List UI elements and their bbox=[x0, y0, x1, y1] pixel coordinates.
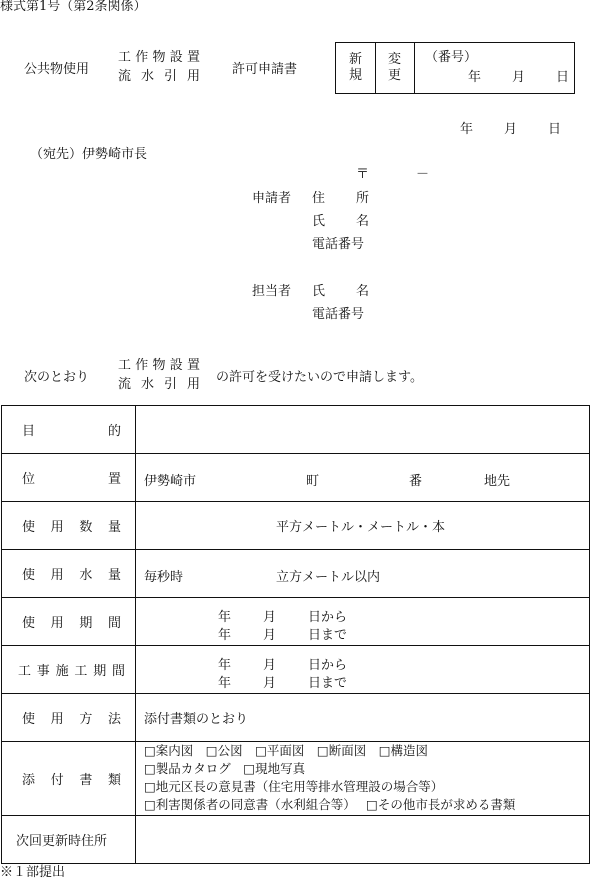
attachments-line-2[interactable]: □製品カタログ □現地写真 bbox=[144, 761, 306, 777]
location-ban: 番 bbox=[409, 473, 423, 489]
option-kousakubutsu: 工 作 物 設 置 bbox=[118, 50, 200, 65]
period-label: 使 用 期 間 bbox=[22, 616, 121, 631]
new-checkbox-label: 新 規 bbox=[349, 52, 363, 84]
receipt-month: 月 bbox=[512, 70, 526, 85]
table-row-period bbox=[2, 598, 590, 646]
construction-label: 工 事 施 工 期 間 bbox=[18, 664, 125, 679]
location-label: 位 置 bbox=[22, 472, 121, 487]
request-option-ryusui: 流 水 引 用 bbox=[118, 377, 200, 392]
divider bbox=[414, 42, 415, 94]
construction-field[interactable] bbox=[136, 646, 590, 694]
method-field[interactable] bbox=[136, 694, 590, 742]
construction-to-month: 月 bbox=[263, 675, 277, 691]
applicant-name-label: 氏 名 bbox=[312, 214, 369, 229]
purpose-label: 目 的 bbox=[22, 424, 121, 439]
period-to-day: 日まで bbox=[308, 627, 348, 643]
table-row-quantity bbox=[2, 502, 590, 550]
construction-from-year: 年 bbox=[218, 657, 232, 673]
period-from-month: 月 bbox=[263, 609, 277, 625]
request-prefix: 次のとおり bbox=[24, 370, 90, 385]
table-row-next-address bbox=[2, 815, 590, 863]
header-prefix: 公共物使用 bbox=[24, 62, 90, 77]
location-chisaki: 地先 bbox=[484, 473, 511, 489]
applicant-label: 申請者 bbox=[252, 191, 292, 206]
date-year: 年 bbox=[460, 122, 474, 137]
period-from-year: 年 bbox=[218, 609, 232, 625]
period-to-year: 年 bbox=[218, 627, 232, 643]
attachments-line-4[interactable]: □利害関係者の同意書（水利組合等） □その他市長が求める書類 bbox=[144, 797, 516, 813]
contact-name-label: 氏 名 bbox=[312, 284, 369, 299]
quantity-label: 使 用 数 量 bbox=[22, 520, 121, 535]
request-suffix: の許可を受けたいので申請します。 bbox=[216, 370, 423, 385]
date-month: 月 bbox=[504, 122, 518, 137]
attachments-label: 添 付 書 類 bbox=[22, 772, 121, 788]
water-per-sec: 毎秒時 bbox=[144, 569, 184, 585]
table-row-purpose bbox=[2, 406, 590, 454]
form-id: 様式第1号（第2条関係） bbox=[0, 0, 147, 14]
table-row-construction bbox=[2, 646, 590, 694]
postal-dash: － bbox=[416, 167, 430, 182]
postal-mark: 〒 bbox=[356, 167, 370, 182]
quantity-units: 平方メートル・メートル・本 bbox=[276, 520, 446, 535]
attachments-line-3[interactable]: □地元区長の意見書（住宅用等排水管理設の場合等） bbox=[144, 779, 444, 795]
option-ryusui: 流 水 引 用 bbox=[118, 69, 200, 84]
next-address-field[interactable] bbox=[136, 815, 590, 863]
period-to-month: 月 bbox=[263, 627, 277, 643]
method-value: 添付書類のとおり bbox=[144, 712, 249, 727]
divider bbox=[375, 42, 376, 94]
period-field[interactable] bbox=[136, 598, 590, 646]
date-day: 日 bbox=[548, 122, 562, 137]
application-table bbox=[1, 405, 590, 864]
applicant-phone-label: 電話番号 bbox=[312, 237, 365, 252]
location-field[interactable] bbox=[136, 454, 590, 502]
method-label: 使 用 方 法 bbox=[22, 712, 121, 727]
attachments-field bbox=[136, 742, 590, 816]
attachments-line-1[interactable]: □案内図 □公図 □平面図 □断面図 □構造図 bbox=[144, 743, 429, 758]
number-label: （番号） bbox=[425, 50, 478, 65]
receipt-day: 日 bbox=[556, 70, 570, 85]
receipt-year: 年 bbox=[468, 70, 482, 85]
construction-to-year: 年 bbox=[218, 675, 232, 691]
water-field[interactable] bbox=[136, 550, 590, 598]
purpose-field[interactable] bbox=[136, 406, 590, 454]
water-label: 使 用 水 量 bbox=[22, 568, 121, 583]
applicant-address-label: 住 所 bbox=[312, 191, 369, 206]
change-checkbox-label: 変 更 bbox=[388, 52, 402, 84]
construction-to-day: 日まで bbox=[308, 675, 348, 691]
contact-label: 担当者 bbox=[252, 284, 292, 299]
contact-phone-label: 電話番号 bbox=[312, 307, 365, 322]
table-row-location bbox=[2, 454, 590, 502]
table-row-method bbox=[2, 694, 590, 742]
construction-from-day: 日から bbox=[308, 657, 348, 673]
doc-title: 許可申請書 bbox=[232, 62, 298, 77]
water-units: 立方メートル以内 bbox=[276, 569, 381, 585]
quantity-field[interactable] bbox=[136, 502, 590, 550]
request-option-kousakubutsu: 工 作 物 設 置 bbox=[118, 358, 200, 373]
construction-from-month: 月 bbox=[263, 657, 277, 673]
footnote: ※１部提出 bbox=[0, 865, 66, 880]
table-row-attachments bbox=[2, 742, 590, 816]
location-cho: 町 bbox=[306, 473, 320, 489]
next-address-label: 次回更新時住所 bbox=[16, 833, 108, 849]
period-from-day: 日から bbox=[308, 609, 348, 625]
location-city: 伊勢崎市 bbox=[144, 473, 197, 489]
table-row-water bbox=[2, 550, 590, 598]
addressee: （宛先）伊勢崎市長 bbox=[30, 147, 148, 162]
